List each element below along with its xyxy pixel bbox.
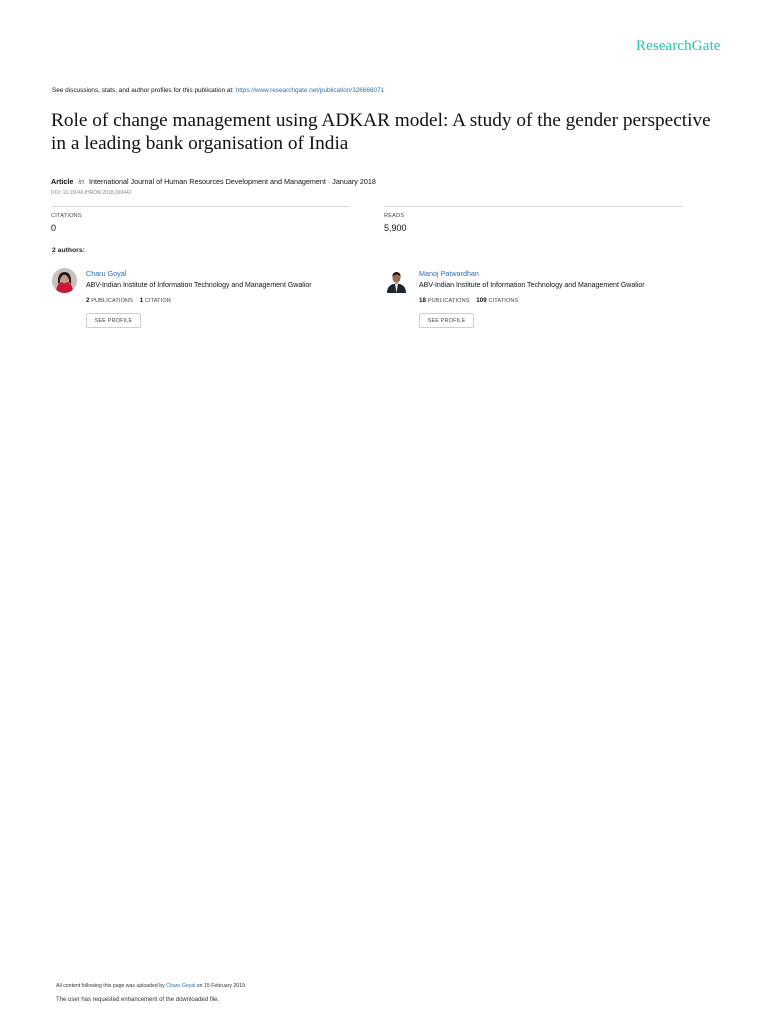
upload-suffix: on 15 February 2019. bbox=[196, 983, 247, 989]
authors-label: 2 authors: bbox=[52, 247, 85, 254]
publication-title: Role of change management using ADKAR model: A study of the gender perspective in a leading bank organisation of India bbox=[51, 110, 711, 154]
publications-count: 18 bbox=[419, 297, 427, 304]
citations-label: CITATIONS bbox=[488, 298, 519, 304]
upload-prefix: All content following this page was uploaded by bbox=[56, 983, 165, 989]
divider-left bbox=[51, 206, 350, 207]
discussion-line bbox=[52, 87, 384, 94]
author-institution[interactable]: ABV-Indian Institute of Information Technology and Management Gwalior bbox=[86, 282, 312, 289]
publications-count: 2 bbox=[86, 297, 90, 304]
discussion-text: See discussions, stats, and author profiles for this publication at: bbox=[52, 87, 234, 94]
publication-url-link[interactable]: https://www.researchgate.net/publication/326666071 bbox=[235, 87, 385, 94]
reads-label: READS bbox=[384, 213, 405, 219]
journal-date[interactable]: International Journal of Human Resources Development and Management · January 2018 bbox=[88, 177, 376, 186]
author-stats bbox=[419, 297, 518, 304]
author-name-link[interactable]: Manoj Patwardhan bbox=[419, 269, 479, 278]
doi: DOI: 10.1504/IJHRDM.2018.093442 bbox=[51, 190, 132, 196]
author-institution[interactable]: ABV-Indian Institute of Information Technology and Management Gwalior bbox=[419, 282, 645, 289]
publication-type: Article bbox=[51, 177, 74, 186]
author-avatar[interactable] bbox=[52, 268, 77, 293]
publications-label: PUBLICATIONS bbox=[427, 298, 470, 304]
uploader-link[interactable]: Charu Goyal bbox=[166, 983, 196, 989]
see-profile-button[interactable]: SEE PROFILE bbox=[419, 313, 474, 328]
see-profile-button[interactable]: SEE PROFILE bbox=[86, 313, 141, 328]
enhancement-note: The user has requested enhancement of the downloaded file. bbox=[56, 997, 220, 1003]
researchgate-logo[interactable]: ResearchGate bbox=[636, 38, 721, 54]
citations-value: 0 bbox=[51, 223, 57, 233]
publication-meta bbox=[51, 177, 376, 186]
divider-right bbox=[384, 206, 683, 207]
author-stats bbox=[86, 297, 171, 304]
citations-count: 1 bbox=[139, 297, 144, 304]
citations-label: CITATION bbox=[144, 298, 171, 304]
citations-label: CITATIONS bbox=[51, 213, 82, 219]
author-avatar[interactable] bbox=[384, 268, 409, 293]
upload-note bbox=[56, 983, 246, 989]
reads-value: 5,900 bbox=[384, 223, 407, 233]
author-name-link[interactable]: Charu Goyal bbox=[86, 269, 127, 278]
publications-label: PUBLICATIONS bbox=[91, 298, 134, 304]
in-text: in bbox=[78, 177, 84, 186]
citations-count: 109 bbox=[476, 297, 487, 304]
